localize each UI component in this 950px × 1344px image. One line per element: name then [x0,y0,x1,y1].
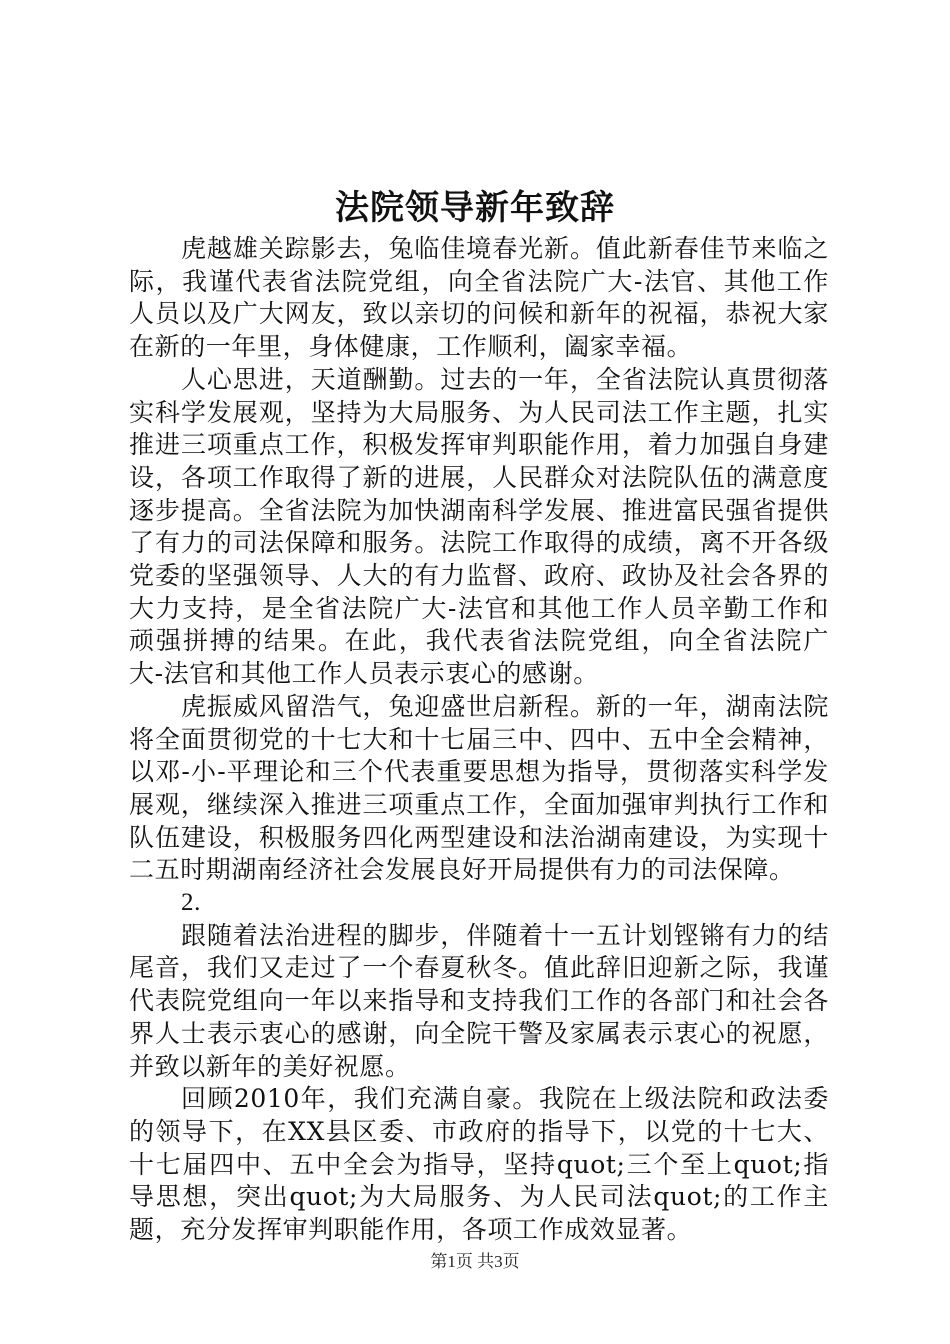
paragraph-4: 跟随着法治进程的脚步，伴随着十一五计划铿锵有力的结尾音，我们又走过了一个春夏秋冬。值此辞旧迎新之际，我谨代表院党组向一年以来指导和支持我们工作的各部门和社会各界人士表示衷心的感谢，向全院干警及家属表示衷心的祝愿，并致以新年的美好祝愿。 [129,920,829,1081]
paragraph-3: 虎振威风留浩气，兔迎盛世启新程。新的一年，湖南法院将全面贯彻党的十七大和十七届三中、四中、五中全会精神，以邓-小-平理论和三个代表重要思想为指导，贯彻落实科学发展观，继续深入推进三项重点工作，全面加强审判执行工作和队伍建设，积极服务四化两型建设和法治湖南建设，为实现十二五时期湖南经济社会发展良好开局提供有力的司法保障。 [129,691,829,885]
document-body [129,233,829,1247]
paragraph-2: 人心思进，天道酬勤。过去的一年，全省法院认真贯彻落实科学发展观，坚持为大局服务、为人民司法工作主题，扎实推进三项重点工作，积极发挥审判职能作用，着力加强自身建设，各项工作取得了新的进展，人民群众对法院队伍的满意度逐步提高。全省法院为加快湖南科学发展、推进富民强省提供了有力的司法保障和服务。法院工作取得的成绩，离不开各级党委的坚强领导、人大的有力监督、政府、政协及社会各界的大力支持，是全省法院广大-法官和其他工作人员辛勤工作和顽强拼搏的结果。在此，我代表省法院党组，向全省法院广大-法官和其他工作人员表示衷心的感谢。 [129,364,829,689]
document-title: 法院领导新年致辞 [335,188,615,228]
paragraph-5: 回顾2010年，我们充满自豪。我院在上级法院和政法委的领导下，在XX县区委、市政府的指导下，以党的十七大、十七届四中、五中全会为指导，坚持quot;三个至上quot;指导思想，突出quot;为大局服务、为人民司法quot;的工作主题，充分发挥审判职能作用，各项工作成效显著。 [129,1084,829,1245]
page-footer: 第1页 共3页 [430,1252,520,1271]
paragraph-1: 虎越雄关踪影去，兔临佳境春光新。值此新春佳节来临之际，我谨代表省法院党组，向全省法院广大-法官、其他工作人员以及广大网友，致以亲切的问候和新年的祝福，恭祝大家在新的一年里，身体健康，工作顺利，阖家幸福。 [129,234,829,362]
section-number: 2. [181,889,201,917]
